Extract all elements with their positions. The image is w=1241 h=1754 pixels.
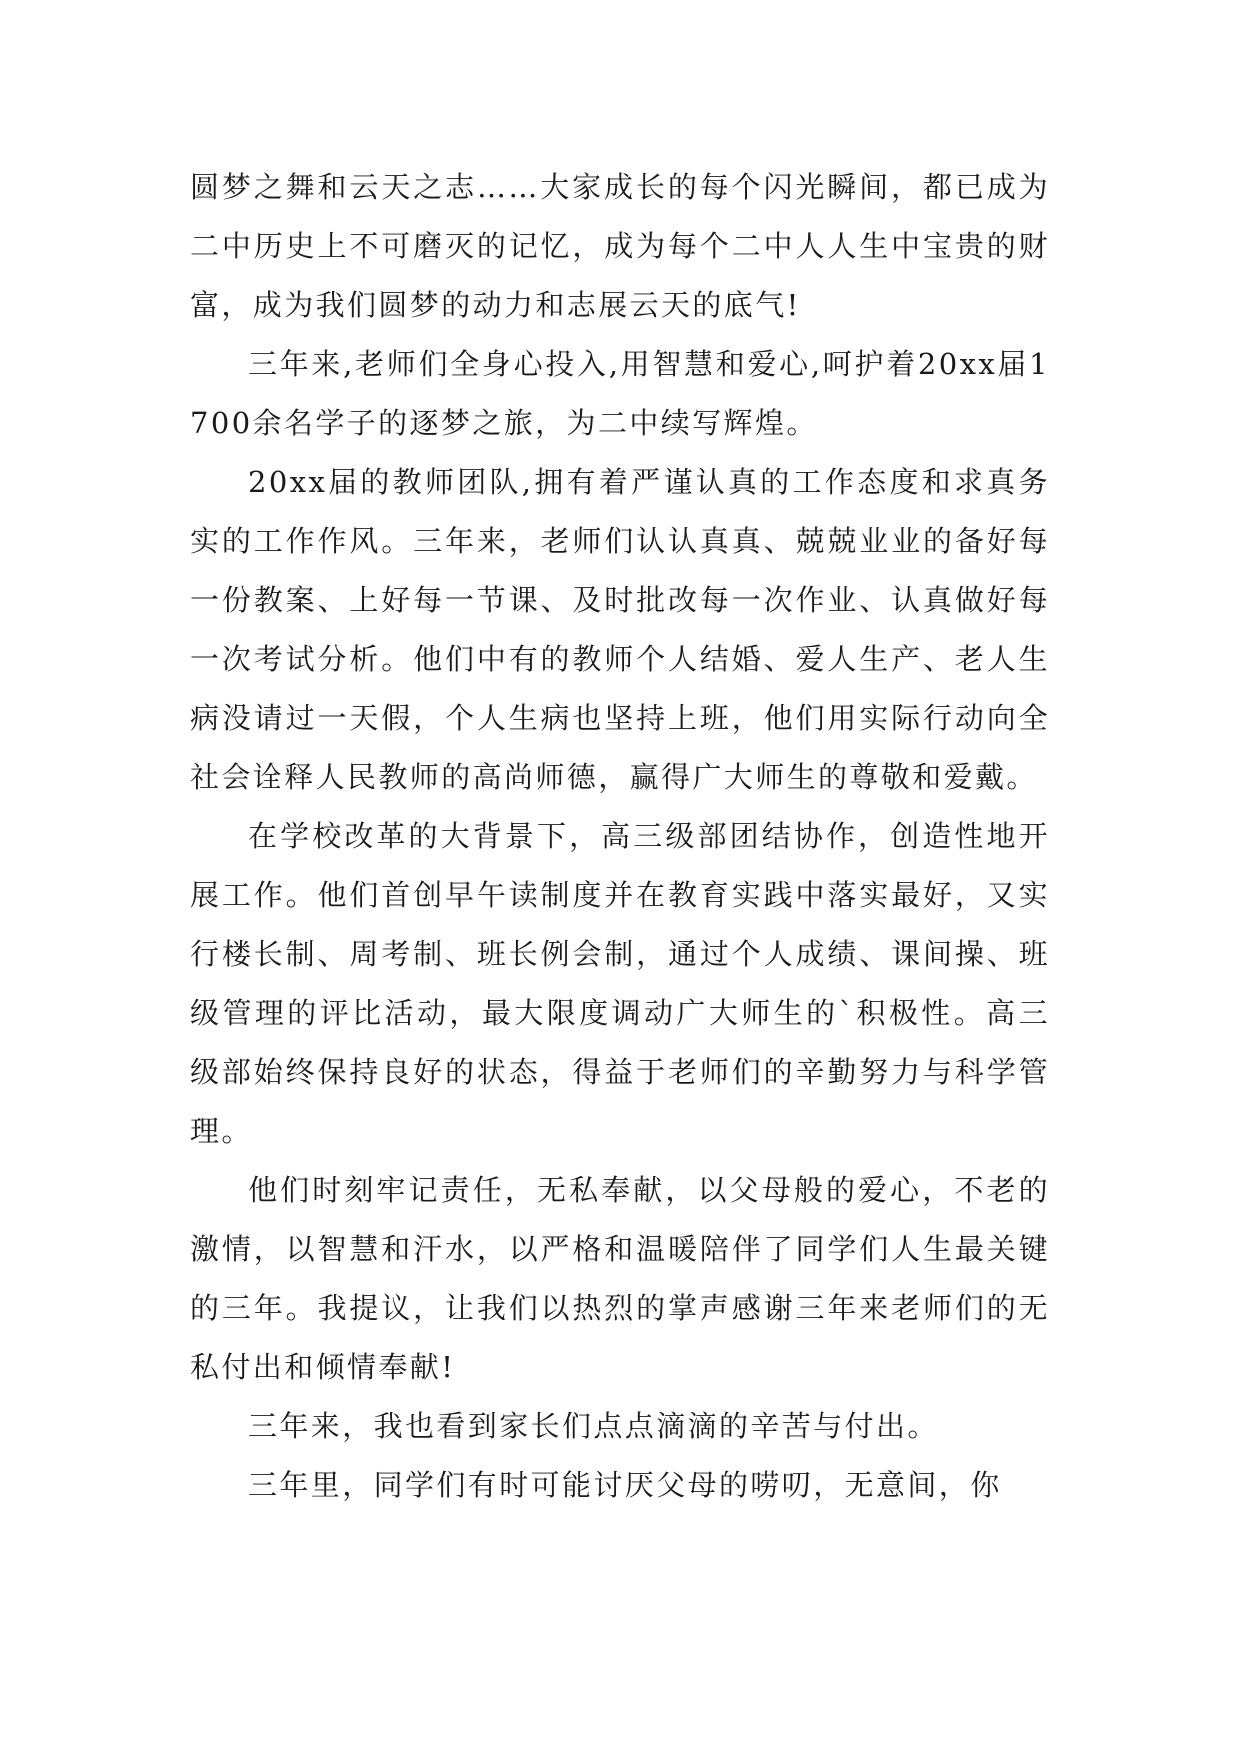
paragraph-4: 在学校改革的大背景下，高三级部团结协作，创造性地开展工作。他们首创早午读制度并在教育实践中落实最好，又实行楼长制、周考制、班长例会制，通过个人成绩、课间操、班级管理的评比活动，最大限度调动广大师生的`积极性。高三级部始终保持良好的状态，得益于老师们的辛勤努力与科学管理。 bbox=[190, 819, 1050, 1148]
document-body bbox=[190, 158, 1050, 1515]
paragraph-6: 三年来，我也看到家长们点点滴滴的辛苦与付出。 bbox=[248, 1409, 939, 1443]
paragraph-3: 20xx届的教师团队,拥有着严谨认真的工作态度和求真务实的工作作风。三年来，老师们认认真真、兢兢业业的备好每一份教案、上好每一节课、及时批改每一次作业、认真做好每一次考试分析。他们中有的教师个人结婚、爱人生产、老人生病没请过一天假，个人生病也坚持上班，他们用实际行动向全社会诠释人民教师的高尚师德，赢得广大师生的尊敬和爱戴。 bbox=[190, 465, 1050, 794]
paragraph-1: 圆梦之舞和云天之志……大家成长的每个闪光瞬间，都已成为二中历史上不可磨灭的记忆，成为每个二中人人生中宝贵的财富，成为我们圆梦的动力和志展云天的底气! bbox=[190, 170, 1050, 322]
paragraph-7: 三年里，同学们有时可能讨厌父母的唠叨，无意间，你 bbox=[248, 1468, 1002, 1502]
paragraph-5: 他们时刻牢记责任，无私奉献，以父母般的爱心，不老的激情，以智慧和汗水，以严格和温暖陪伴了同学们人生最关键的三年。我提议，让我们以热烈的掌声感谢三年来老师们的无私付出和倾情奉献! bbox=[190, 1173, 1050, 1384]
paragraph-2: 三年来,老师们全身心投入,用智慧和爱心,呵护着20xx届1700余名学子的逐梦之旅，为二中续写辉煌。 bbox=[190, 347, 1050, 440]
